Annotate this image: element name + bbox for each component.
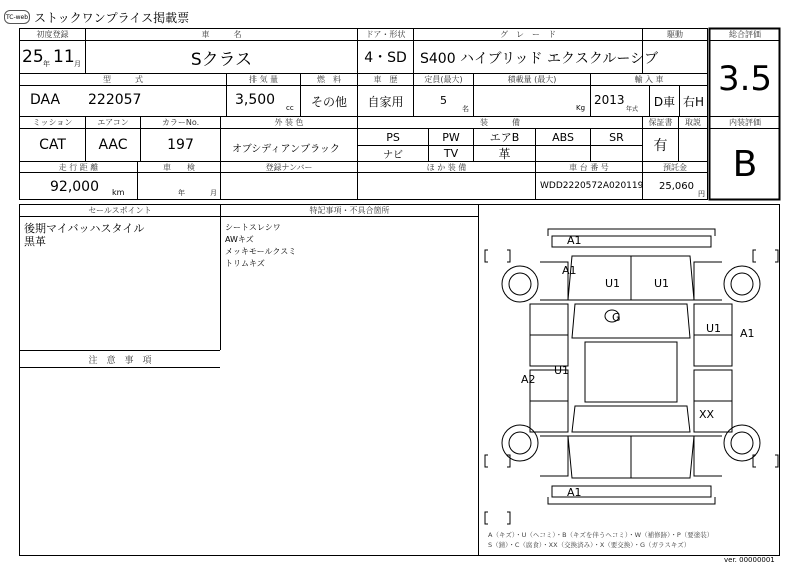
equip-pw: PW bbox=[442, 130, 460, 144]
label-manual: 取説 bbox=[685, 118, 701, 127]
label-model: 型 式 bbox=[103, 75, 143, 84]
damage-mark: A1 bbox=[567, 234, 582, 247]
version-label: ver. 00000001 bbox=[724, 556, 775, 564]
label-vin: 車 台 番 号 bbox=[569, 162, 609, 172]
sales-point-item: 後期マイバッハスタイル bbox=[24, 222, 145, 235]
label-grade: グ レ ー ド bbox=[500, 30, 556, 39]
label-capacity: 定員(最大) bbox=[424, 75, 463, 84]
damage-mark: A2 bbox=[521, 373, 536, 386]
mileage-unit: km bbox=[112, 188, 125, 197]
model-prefix: DAA bbox=[30, 92, 61, 108]
reg-month-unit: 月 bbox=[74, 60, 81, 68]
overall-score: 3.5 bbox=[717, 58, 773, 99]
mileage-value: 92,000 bbox=[50, 179, 99, 195]
label-other-equip: ほ か 装 備 bbox=[426, 162, 467, 172]
logo-text: TC-web bbox=[5, 13, 29, 21]
damage-mark: U1 bbox=[706, 322, 722, 335]
insp-month-unit: 月 bbox=[210, 189, 217, 197]
label-displacement: 排 気 量 bbox=[248, 75, 279, 84]
damage-mark: U1 bbox=[554, 364, 570, 377]
label-overall: 総合評価 bbox=[729, 30, 761, 39]
label-mileage: 走 行 距 離 bbox=[58, 162, 99, 172]
equip-airbag: エアB bbox=[489, 131, 520, 144]
page-title: ストックワンプライス掲載票 bbox=[34, 11, 190, 25]
label-drive: 駆動 bbox=[667, 30, 683, 39]
label-load: 積載量 (最大) bbox=[507, 75, 557, 84]
label-deposit: 預託金 bbox=[663, 162, 687, 172]
label-caution: 注 意 事 項 bbox=[88, 355, 152, 366]
sales-point-item: 黒革 bbox=[24, 235, 46, 248]
damage-mark: U1 bbox=[605, 277, 621, 290]
equip-ps: PS bbox=[386, 130, 400, 144]
fuel-value: その他 bbox=[310, 94, 347, 109]
door-type-value: 4・SD bbox=[364, 50, 407, 66]
damage-mark: A1 bbox=[562, 264, 577, 277]
warranty-value: 有 bbox=[653, 138, 668, 154]
capacity-value: 5 bbox=[440, 94, 447, 107]
handle-value: 右H bbox=[682, 94, 705, 109]
label-plate: 登録ナンバー bbox=[265, 162, 313, 172]
reg-year-unit: 年 bbox=[43, 60, 50, 68]
note-item: シートスレシワ bbox=[225, 223, 281, 232]
equip-abs: ABS bbox=[552, 130, 574, 144]
label-fuel: 燃 料 bbox=[317, 75, 341, 84]
label-ext-color: 外 装 色 bbox=[274, 118, 304, 127]
diagram-legend-line1: A（キズ）・U（ヘコミ）・B（キズを伴うヘコミ）・W（補修跡）・P（要塗装） bbox=[488, 531, 714, 539]
equip-navi: ナビ bbox=[383, 150, 403, 161]
equip-sr: SR bbox=[609, 130, 624, 144]
note-item: AWキズ bbox=[225, 235, 254, 244]
grade-value: S400 ハイブリッド エクスクルーシブ bbox=[420, 51, 659, 67]
capacity-unit: 名 bbox=[462, 105, 469, 113]
equip-leather: 革 bbox=[498, 147, 511, 161]
model-code: 222057 bbox=[88, 92, 142, 108]
aircon-value: AAC bbox=[98, 137, 128, 153]
label-sales-point: セールスポイント bbox=[88, 206, 152, 215]
displacement-unit: cc bbox=[286, 104, 294, 112]
damage-mark: U1 bbox=[654, 277, 670, 290]
diagram-legend-line2: S（錆）・C（腐食）・XX（交換済み）・X（要交換）・G（ガラスキズ） bbox=[488, 541, 691, 549]
label-equipment: 装 備 bbox=[480, 118, 520, 127]
ext-color-value: オブシディアンブラック bbox=[232, 144, 340, 155]
mission-value: CAT bbox=[39, 137, 66, 153]
note-item: メッキモールクスミ bbox=[225, 247, 297, 256]
import-year-unit: 年式 bbox=[626, 106, 639, 113]
label-notes: 特記事項・不具合箇所 bbox=[309, 206, 390, 215]
deposit-value: 25,060 bbox=[659, 181, 694, 192]
car-name-value: Sクラス bbox=[190, 49, 253, 70]
import-year: 2013 bbox=[594, 93, 625, 107]
label-first-reg: 初度登録 bbox=[36, 30, 69, 39]
label-aircon: エアコン bbox=[97, 118, 129, 127]
label-history: 車 歴 bbox=[373, 75, 398, 84]
label-color-no: カラーNo. bbox=[161, 118, 200, 127]
reg-month: 11 bbox=[53, 47, 75, 67]
equip-tv: TV bbox=[443, 147, 459, 160]
label-inspection: 車 検 bbox=[163, 162, 195, 172]
load-unit: Kg bbox=[576, 104, 586, 112]
displacement-value: 3,500 bbox=[235, 92, 276, 108]
deposit-unit: 円 bbox=[698, 190, 705, 198]
label-car-name: 車 名 bbox=[201, 30, 242, 39]
damage-mark: XX bbox=[699, 408, 715, 421]
damage-mark: G bbox=[612, 311, 621, 324]
label-door-type: ドア・形状 bbox=[365, 30, 406, 39]
note-item: トリムキズ bbox=[225, 259, 265, 268]
label-import: 輸 入 車 bbox=[634, 75, 664, 84]
label-interior: 内装評価 bbox=[729, 118, 761, 127]
label-mission: ミッション bbox=[32, 118, 73, 127]
interior-score: B bbox=[732, 143, 758, 185]
damage-mark: A1 bbox=[567, 486, 582, 499]
color-no-value: 197 bbox=[167, 137, 194, 153]
insp-year-unit: 年 bbox=[178, 189, 185, 197]
damage-mark: A1 bbox=[740, 327, 755, 340]
dealer-value: D車 bbox=[653, 94, 676, 109]
label-warranty: 保証書 bbox=[648, 118, 673, 127]
history-value: 自家用 bbox=[367, 94, 404, 109]
reg-year: 25 bbox=[22, 47, 44, 67]
vin-value: WDD2220572A020119 bbox=[540, 181, 644, 191]
